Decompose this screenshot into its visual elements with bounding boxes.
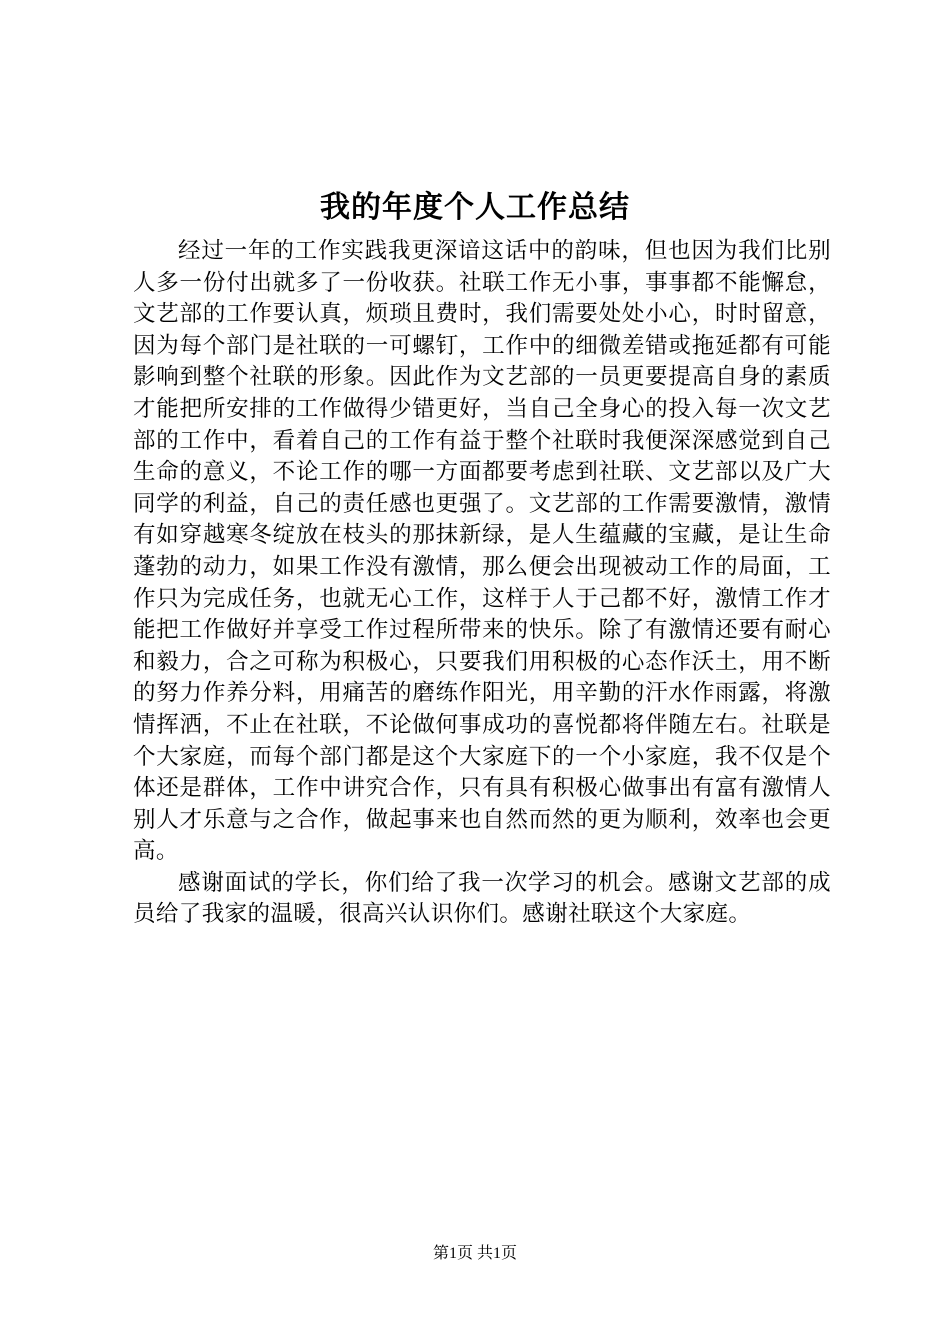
body-paragraph-1: 经过一年的工作实践我更深谙这话中的韵味，但也因为我们比别人多一份付出就多了一份收获。社联工作无小事，事事都不能懈怠，文艺部的工作要认真，烦琐且费时，我们需要处处小心，时时留意，因为每个部门是社联的一可螺钉，工作中的细微差错或拖延都有可能影响到整个社联的形象。因此作为文艺部的一员更要提高自身的素质才能把所安排的工作做得少错更好，当自己全身心的投入每一次文艺部的工作中，看着自己的工作有益于整个社联时我便深深感觉到自己生命的意义，不论工作的哪一方面都要考虑到社联、文艺部以及广大同学的利益，自己的责任感也更强了。文艺部的工作需要激情，激情有如穿越寒冬绽放在枝头的那抹新绿，是人生蕴藏的宝藏，是让生命蓬勃的动力，如果工作没有激情，那么便会出现被动工作的局面，工作只为完成任务，也就无心工作，这样于人于己都不好，激情工作才能把工作做好并享受工作过程所带来的快乐。除了有激情还要有耐心和毅力，合之可称为积极心，只要我们用积极的心态作沃土，用不断的努力作养分料，用痛苦的磨练作阳光，用辛勤的汗水作雨露，将激情挥洒，不止在社联，不论做何事成功的喜悦都将伴随左右。社联是个大家庭，而每个部门都是这个大家庭下的一个小家庭，我不仅是个体还是群体，工作中讲究合作，只有具有积极心做事出有富有激情人别人才乐意与之合作，做起事来也自然而然的更为顺利，效率也会更高。 (133, 238, 831, 865)
body-paragraph-2: 感谢面试的学长，你们给了我一次学习的机会。感谢文艺部的成员给了我家的温暖，很高兴认识你们。感谢社联这个大家庭。 (133, 869, 831, 928)
document-body (133, 236, 831, 931)
page-title: 我的年度个人工作总结 (320, 190, 630, 225)
page-number-footer: 第1页 共1页 (432, 1245, 517, 1262)
